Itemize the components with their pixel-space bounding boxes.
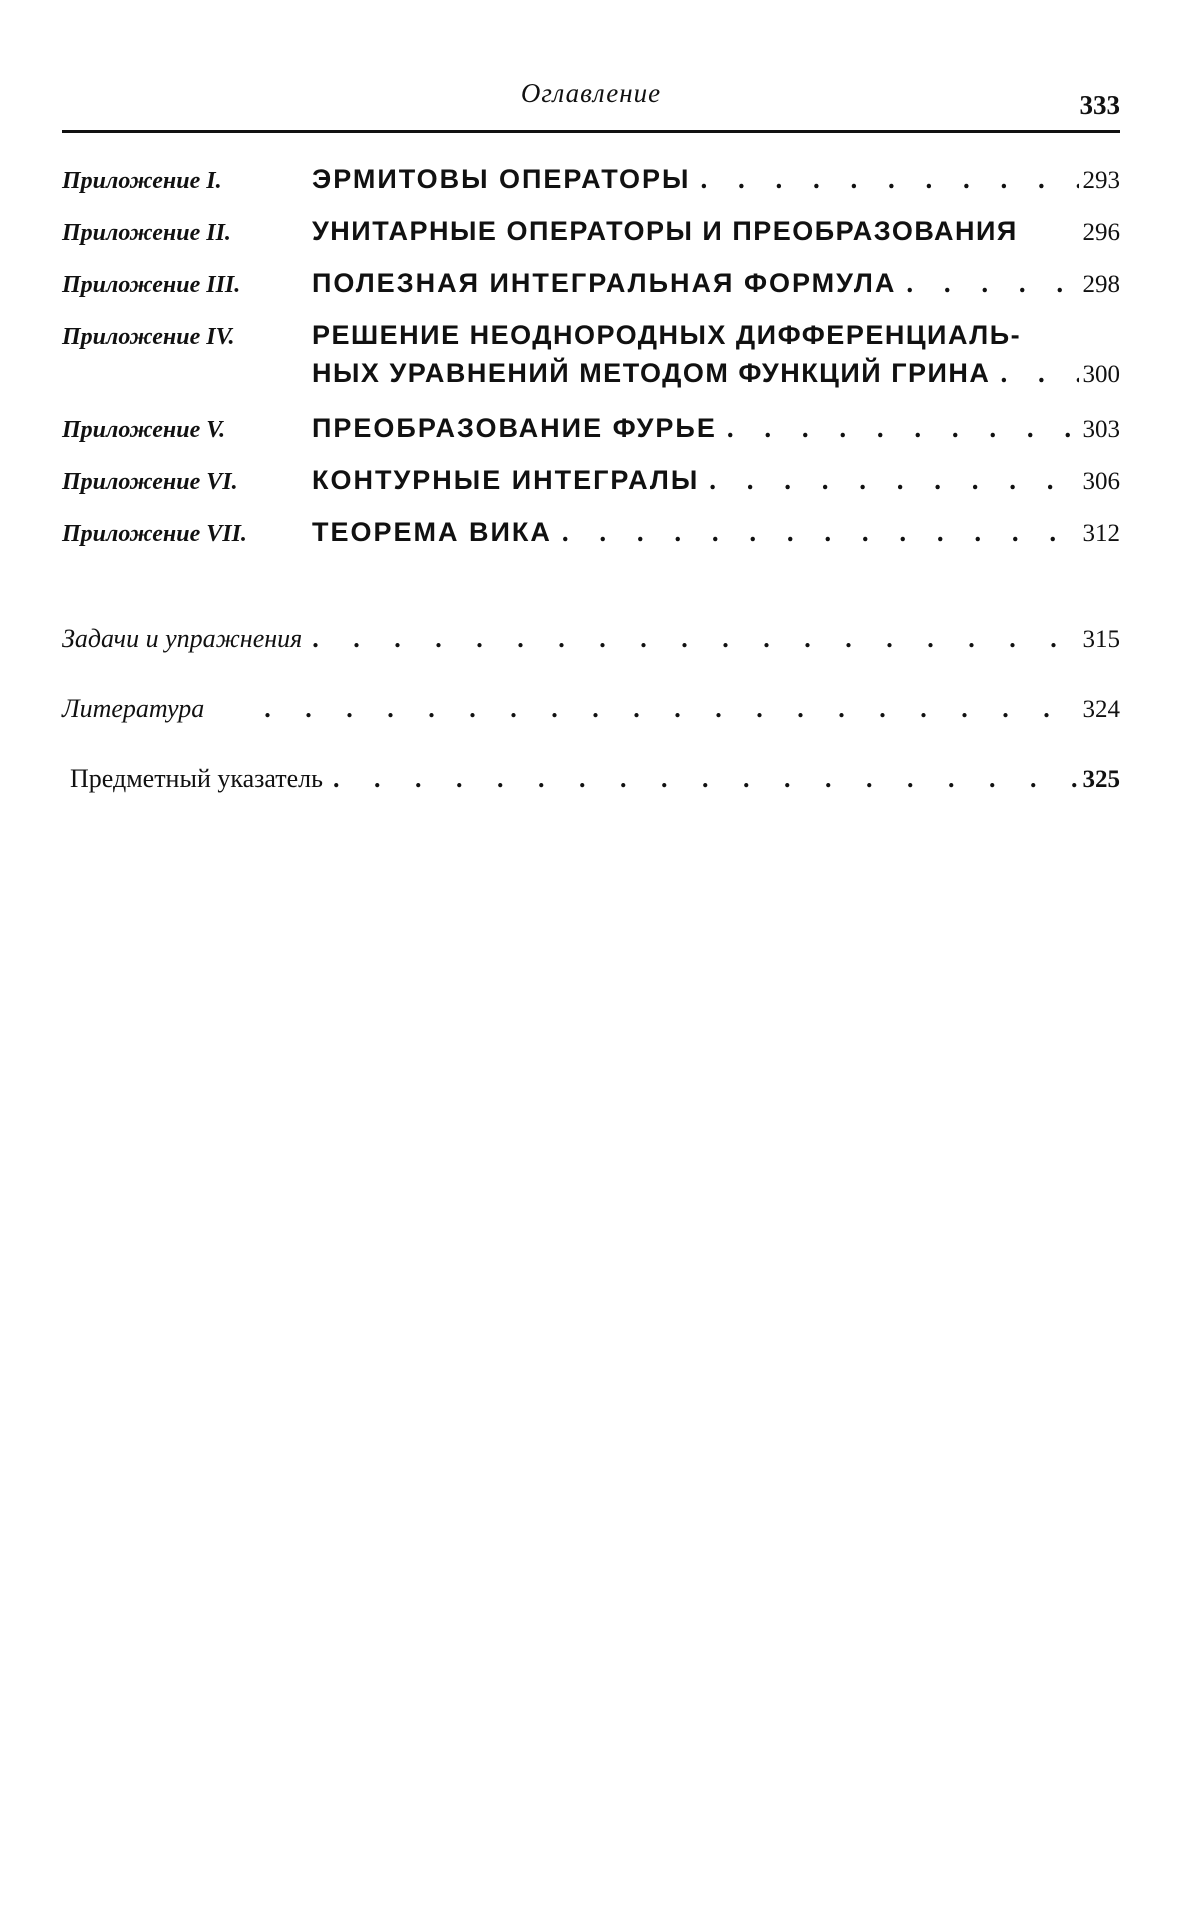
running-header [62, 78, 1120, 133]
toc-entry-appendix-7[interactable] [62, 513, 1120, 565]
dot-leader [302, 620, 1078, 658]
toc-entry-appendix-4[interactable] [62, 316, 1120, 409]
title-line [312, 316, 1120, 354]
title-line [312, 212, 1120, 252]
toc-line [62, 620, 1120, 659]
toc-entry-appendix-6[interactable] [62, 461, 1120, 513]
page-ref: 303 [1082, 416, 1120, 443]
dot-leader [690, 160, 1078, 198]
title-line [312, 513, 1120, 553]
toc-entry-appendix-5[interactable] [62, 409, 1120, 461]
page-ref: 315 [1082, 626, 1120, 653]
page-number: 333 [1079, 90, 1120, 120]
appendix-label: Приложение III. [62, 272, 241, 298]
toc-entry-appendix-2[interactable] [62, 212, 1120, 264]
dot-leader [204, 690, 1078, 728]
page-ref: 296 [1082, 219, 1120, 246]
toc-line [62, 690, 1120, 729]
toc-entry-exercises[interactable] [62, 589, 1120, 659]
title-line [312, 354, 1120, 394]
appendix-title [312, 461, 1120, 501]
entry-label: Литература [62, 694, 205, 723]
appendix-label: Приложение IV. [62, 324, 235, 350]
appendix-title [312, 409, 1120, 449]
toc-entry-appendix-1[interactable] [62, 160, 1120, 212]
title-text: ПОЛЕЗНАЯ ИНТЕГРАЛЬНАЯ ФОРМУЛА [312, 268, 897, 298]
dot-leader [990, 354, 1078, 392]
page-ref: 324 [1082, 696, 1120, 723]
dot-leader [552, 513, 1079, 551]
toc-entry-bibliography[interactable] [62, 659, 1120, 729]
title-text: ПРЕОБРАЗОВАНИЕ ФУРЬЕ [312, 413, 717, 443]
page-ref: 306 [1082, 468, 1120, 495]
appendix-label: Приложение VI. [62, 469, 238, 495]
entry-label: Предметный указатель [70, 764, 324, 793]
appendix-title [312, 264, 1120, 304]
appendix-label: Приложение I. [62, 168, 222, 194]
appendix-title [312, 160, 1120, 200]
dot-leader [323, 760, 1078, 798]
title-text: КОНТУРНЫЕ ИНТЕГРАЛЫ [312, 465, 700, 495]
title-text: ЭРМИТОВЫ ОПЕРАТОРЫ [312, 164, 691, 194]
appendix-label: Приложение V. [62, 417, 226, 443]
dot-leader [699, 461, 1078, 499]
section-gap [62, 565, 1120, 589]
title-line [312, 160, 1120, 200]
title-text: РЕШЕНИЕ НЕОДНОРОДНЫХ ДИФФЕРЕНЦИАЛЬ- [312, 320, 1022, 350]
appendix-title [312, 513, 1120, 553]
entry-label: Задачи и упражнения [62, 624, 303, 653]
title-line [312, 461, 1120, 501]
toc-line [62, 760, 1120, 799]
page-ref: 325 [1082, 766, 1120, 793]
appendix-label: Приложение VII. [62, 521, 247, 547]
toc-entry-subject-index[interactable] [62, 729, 1120, 799]
title-text: УНИТАРНЫЕ ОПЕРАТОРЫ И ПРЕОБРАЗОВАНИЯ [312, 216, 1018, 246]
dot-leader [896, 264, 1078, 302]
appendix-title [312, 316, 1120, 394]
dot-leader [717, 409, 1079, 447]
page-ref: 298 [1082, 271, 1120, 298]
page-ref: 312 [1082, 520, 1120, 547]
appendix-label: Приложение II. [62, 220, 231, 246]
title-text: НЫХ УРАВНЕНИЙ МЕТОДОМ ФУНКЦИЙ ГРИНА [312, 358, 991, 388]
table-of-contents [62, 160, 1120, 799]
title-line [312, 264, 1120, 304]
title-line [312, 409, 1120, 449]
title-text: ТЕОРЕМА ВИКА [312, 517, 552, 547]
toc-entry-appendix-3[interactable] [62, 264, 1120, 316]
appendix-title [312, 212, 1120, 252]
page-ref: 293 [1082, 167, 1120, 194]
running-title: Оглавление [520, 78, 662, 108]
page-ref: 300 [1082, 361, 1120, 388]
